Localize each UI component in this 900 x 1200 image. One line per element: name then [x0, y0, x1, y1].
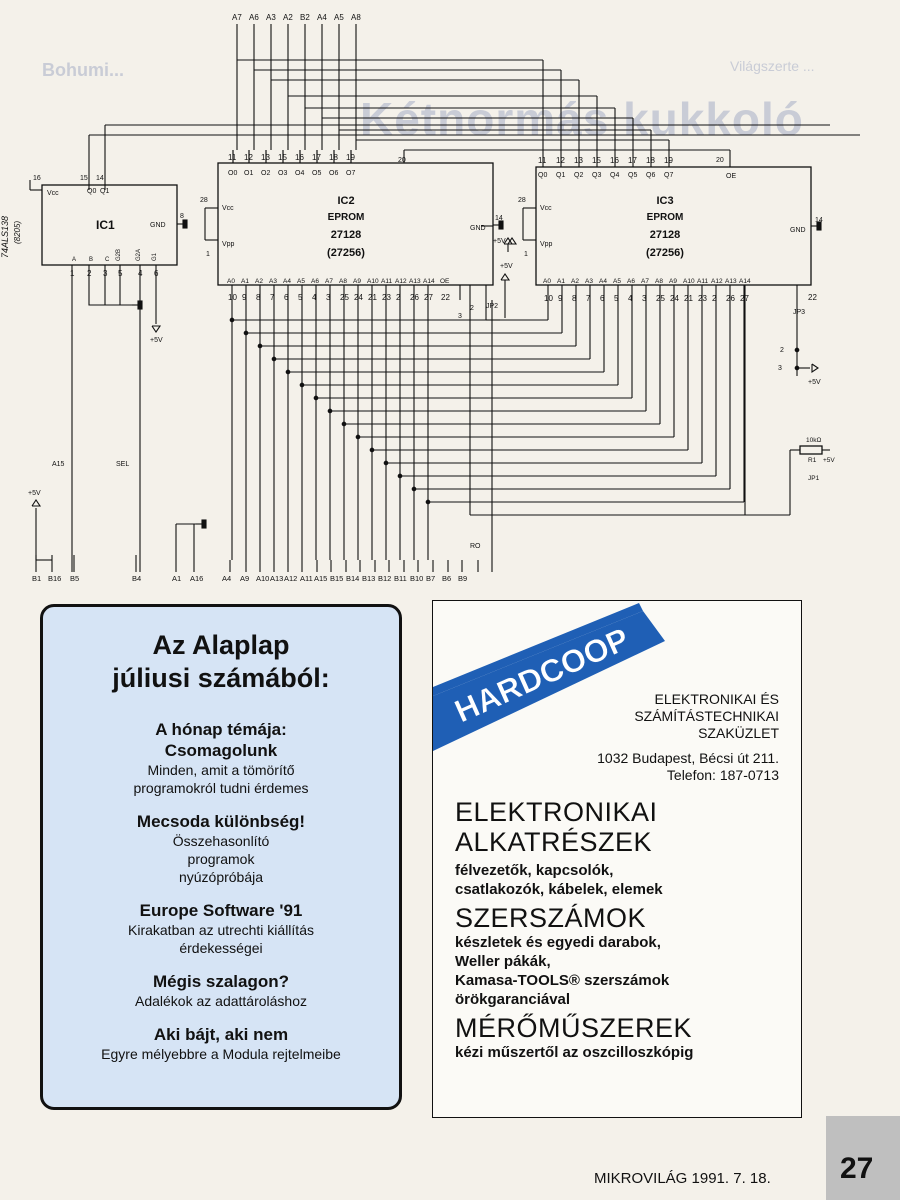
- pin-label: A3: [585, 278, 593, 285]
- pin-number: 23: [698, 294, 707, 303]
- pin-label: A13: [725, 278, 737, 285]
- pin-label: A13: [409, 278, 421, 285]
- pin-label: A1: [241, 278, 249, 285]
- pin-label: A9: [353, 278, 361, 285]
- box-item: [43, 1024, 399, 1063]
- connector-pin-label: A16: [190, 574, 204, 583]
- junction-dot: [398, 474, 402, 478]
- pin-label: GND: [150, 222, 166, 229]
- ad-categories: [455, 797, 693, 1066]
- supply-label: +5V: [150, 337, 163, 344]
- pin-number: 14: [96, 175, 104, 182]
- junction-dot: [384, 461, 388, 465]
- pin-number: 24: [670, 294, 679, 303]
- connector-pin-label: A13: [270, 574, 284, 583]
- pin-label: A5: [613, 278, 621, 285]
- jumper-label: JP3: [793, 309, 806, 316]
- pin-label: O5: [312, 170, 322, 177]
- pin-number: 7: [586, 294, 591, 303]
- category-heading: SZERSZÁMOK: [455, 903, 647, 933]
- pin-label: Q6: [646, 172, 656, 179]
- pin-label: A: [72, 257, 77, 263]
- ic3-part-alt: (27256): [646, 247, 684, 259]
- pin-number: 4: [312, 293, 317, 302]
- pin-label: Q0: [538, 172, 548, 179]
- wire: [89, 265, 138, 305]
- pin-label: OE: [440, 278, 450, 285]
- supply-arrow: [152, 326, 160, 332]
- pin-label: A8: [339, 278, 347, 285]
- pin-label: A10: [683, 278, 695, 285]
- ic2-type: EPROM: [327, 212, 365, 223]
- item-description: Minden, amit a tömörítő programokról tudni érdemes: [133, 762, 309, 796]
- connector-pin-label: B4: [132, 574, 142, 583]
- pin-number: 4: [628, 294, 633, 303]
- pin-number: 16: [33, 175, 41, 182]
- pin-number: 17: [312, 153, 321, 162]
- pin-label: Q2: [574, 172, 584, 179]
- jumper-label: JP1: [808, 475, 820, 482]
- bus-label: A4: [317, 13, 327, 22]
- pin-label: A14: [423, 278, 435, 285]
- pin-number: 7: [270, 293, 275, 302]
- ghost-title-text: Kétnormás kukkoló: [360, 93, 804, 145]
- item-description: Kirakatban az utrechti kiállítás érdekességei: [128, 922, 314, 956]
- pin-number: 2: [712, 294, 717, 303]
- item-heading: Aki bájt, aki nem: [153, 1025, 289, 1044]
- pin-number: 15: [592, 156, 601, 165]
- bus-label: A6: [249, 13, 259, 22]
- shop-line: SZÁMÍTÁSTECHNIKAI: [634, 708, 779, 724]
- connector-pin-label: A11: [300, 574, 313, 583]
- pin-number: 11: [228, 153, 237, 162]
- pin-number: 16: [295, 153, 304, 162]
- junction-dot: [272, 357, 276, 361]
- pin-number: 18: [329, 153, 338, 162]
- ic1-name: IC1: [96, 218, 115, 232]
- supply-label: +5V: [500, 263, 513, 270]
- pin-number: 3: [642, 294, 647, 303]
- pin-number: 6: [284, 293, 289, 302]
- connector-pin-label: B15: [330, 574, 344, 583]
- pin-number: 3: [326, 293, 331, 302]
- pin-number: 11: [538, 156, 547, 165]
- page-number: 27: [840, 1152, 874, 1185]
- pin-label: Q5: [628, 172, 638, 179]
- pin-label: Vcc: [222, 205, 234, 212]
- jumper-label: JP2: [486, 303, 499, 310]
- bus-label: A2: [283, 13, 293, 22]
- connector-pin-label: B16: [48, 574, 62, 583]
- pin-label: G1: [152, 252, 158, 261]
- pin-number: 3: [103, 269, 108, 278]
- pin-number: 17: [628, 156, 637, 165]
- pin-number: 28: [518, 197, 526, 204]
- pin-number: 20: [716, 157, 724, 164]
- junction-dot: [258, 344, 262, 348]
- junction-dot: [244, 331, 248, 335]
- brand-logo-text: HARDCOOP: [449, 620, 635, 730]
- pin-number: 9: [558, 294, 563, 303]
- connector-pin-label: A1: [172, 574, 182, 583]
- pin-label: GND: [790, 227, 806, 234]
- bus-label: A5: [334, 13, 344, 22]
- box-title-line1: Az Alaplap: [152, 630, 290, 660]
- pin-label: O4: [295, 170, 305, 177]
- pin-number: 27: [424, 293, 433, 302]
- pin-number: 9: [242, 293, 247, 302]
- pin-number: 20: [398, 157, 406, 164]
- ic3-name: IC3: [656, 195, 674, 207]
- pin-number: 19: [346, 153, 355, 162]
- box-title: [43, 629, 399, 695]
- category-heading: MÉRŐMŰSZEREK: [455, 1013, 693, 1043]
- ic3-type: EPROM: [646, 212, 684, 223]
- pin-label: OE: [726, 173, 737, 180]
- pin-number: 1: [70, 269, 75, 278]
- bus-label: B2: [300, 13, 310, 22]
- pin-number: 28: [200, 197, 208, 204]
- pin-label: B: [89, 257, 94, 263]
- pin-label: G2B: [116, 248, 122, 261]
- pin-number: 12: [556, 156, 565, 165]
- jumper-pin: 2: [470, 305, 474, 312]
- junction-dot: [230, 318, 234, 322]
- pin-label: A11: [697, 278, 709, 285]
- pin-number: 24: [354, 293, 363, 302]
- junction-dot: [370, 448, 374, 452]
- pin-number: 27: [740, 294, 749, 303]
- ic1-part: 74ALS138: [0, 215, 10, 258]
- pin-label: Vpp: [222, 241, 235, 248]
- pin-number: 21: [368, 293, 377, 302]
- pin-label: A4: [283, 278, 291, 285]
- connector-pin-label: A12: [284, 574, 298, 583]
- pin-label: A12: [395, 278, 407, 285]
- junction-dot: [328, 409, 332, 413]
- ic2-chip: [218, 163, 493, 285]
- bus-label: A3: [266, 13, 276, 22]
- pin-label: A3: [269, 278, 277, 285]
- connector-pin-label: B9: [458, 574, 468, 583]
- box-title-line2: júliusi számából:: [112, 663, 330, 693]
- pin-number: 18: [646, 156, 655, 165]
- pin-number: 6: [154, 269, 159, 278]
- connector-pin-label: B10: [410, 574, 424, 583]
- pin-label: Q0: [87, 188, 97, 195]
- box-item: [43, 719, 399, 797]
- junction-dot: [426, 500, 430, 504]
- pin-label: A0: [543, 278, 551, 285]
- connector-pin-label: A4: [222, 574, 232, 583]
- item-heading: A hónap témája:: [155, 720, 287, 739]
- pin-label: Q7: [664, 172, 674, 179]
- signal-label: SEL: [116, 461, 130, 468]
- pin-number: 26: [410, 293, 419, 302]
- shop-phone: Telefon: 187-0713: [666, 767, 779, 783]
- junction-dot: [286, 370, 290, 374]
- pin-number: 26: [726, 294, 735, 303]
- pin-number: 5: [614, 294, 619, 303]
- pin-number: 12: [244, 153, 253, 162]
- pin-label: A8: [655, 278, 663, 285]
- connector-pin-label: B7: [426, 574, 436, 583]
- category-desc: Kamasa-TOOLS® szerszámok: [455, 972, 670, 989]
- signal-label: RO: [470, 543, 481, 550]
- box-item: [43, 900, 399, 957]
- resistor-r1: [800, 446, 822, 454]
- category-heading: ALKATRÉSZEK: [455, 827, 653, 857]
- signal-label: A15: [52, 461, 65, 468]
- supply-label: +5V: [808, 379, 821, 386]
- jumper-pin: 3: [458, 313, 462, 320]
- category-heading: ELEKTRONIKAI: [455, 797, 658, 827]
- pin-label: O1: [244, 170, 254, 177]
- ground-symbol: [499, 221, 503, 229]
- pin-label: A2: [255, 278, 263, 285]
- pin-label: Q1: [556, 172, 566, 179]
- pin-number: 8: [180, 213, 184, 220]
- item-description: Összehasonlító programok nyúzópróbája: [172, 833, 270, 885]
- connector-pin-label: B13: [362, 574, 376, 583]
- pin-label: Vpp: [540, 241, 553, 248]
- pin-label: Q3: [592, 172, 602, 179]
- pin-label: A4: [599, 278, 607, 285]
- pin-label: A7: [325, 278, 333, 285]
- connector-pin-label: B5: [70, 574, 80, 583]
- pin-number: 4: [138, 269, 143, 278]
- pin-label: A1: [557, 278, 565, 285]
- supply-label: +5V: [493, 238, 506, 245]
- pin-label: A11: [381, 278, 393, 285]
- category-desc: készletek és egyedi darabok,: [455, 934, 661, 951]
- pin-number: 5: [118, 269, 123, 278]
- pin-label: GND: [470, 225, 486, 232]
- item-heading-2: Csomagolunk: [164, 741, 278, 760]
- bus-label: A8: [351, 13, 361, 22]
- pin-number: 13: [574, 156, 583, 165]
- supply-label: +5V: [28, 490, 41, 497]
- box-item: [43, 971, 399, 1010]
- pin-label: O3: [278, 170, 288, 177]
- supply-arrow: [32, 500, 40, 506]
- junction-dot: [300, 383, 304, 387]
- bus-label: A7: [232, 13, 242, 22]
- pin-number: 1: [206, 251, 210, 258]
- pin-label: A14: [739, 278, 751, 285]
- ic2-part: 27128: [330, 229, 362, 241]
- connector-pin-label: B6: [442, 574, 452, 583]
- pin-label: O6: [329, 170, 339, 177]
- supply-arrow: [812, 364, 818, 372]
- category-desc: csatlakozók, kábelek, elemek: [455, 881, 663, 898]
- category-desc: félvezetők, kapcsolók,: [455, 862, 614, 879]
- pin-label: O2: [261, 170, 271, 177]
- category-desc: kézi műszertől az oszcilloszkópig: [455, 1044, 694, 1061]
- ic2-name: IC2: [337, 195, 355, 207]
- pin-label: A5: [297, 278, 305, 285]
- junction-dot: [795, 348, 799, 352]
- pin-number: 21: [684, 294, 693, 303]
- pin-label: G2A: [136, 248, 142, 261]
- pin-label: A9: [669, 278, 677, 285]
- category-desc: Weller pákák,: [455, 953, 551, 970]
- pin-number: 5: [298, 293, 303, 302]
- supply-label: +5V: [823, 457, 835, 464]
- hardcoop-advert: [432, 600, 802, 1118]
- category-desc: örökgaranciával: [455, 991, 571, 1008]
- magazine-footer: MIKROVILÁG 1991. 7. 18.: [594, 1170, 771, 1187]
- shop-line: SZAKÜZLET: [698, 725, 779, 741]
- pin-number: 25: [656, 294, 665, 303]
- pin-number: 10: [544, 294, 553, 303]
- pin-label: A10: [367, 278, 379, 285]
- pin-label: A2: [571, 278, 579, 285]
- alaplap-contents-box: [40, 604, 402, 1110]
- ghost-left-text: Bohumi...: [42, 60, 124, 80]
- ic2-part-alt: (27256): [327, 247, 365, 259]
- shop-line: ELEKTRONIKAI ÉS: [654, 691, 779, 707]
- pin-number: 25: [340, 293, 349, 302]
- pin-number: 13: [261, 153, 270, 162]
- connector-pin-label: A9: [240, 574, 250, 583]
- item-description: Egyre mélyebbre a Modula rejtelmeibe: [101, 1046, 341, 1062]
- pin-number: 16: [610, 156, 619, 165]
- connector-pin-label: B11: [394, 574, 407, 583]
- item-heading: Europe Software '91: [139, 901, 303, 920]
- pin-number: 19: [664, 156, 673, 165]
- jumper-pin: 2: [780, 347, 784, 354]
- jumper-pin: 3: [778, 365, 782, 372]
- connector-pin-label: B1: [32, 574, 42, 583]
- pin-number: 8: [572, 294, 577, 303]
- connector-pin-label: B12: [378, 574, 392, 583]
- pin-number: 22: [441, 293, 450, 302]
- connector-pin-label: B14: [346, 574, 360, 583]
- junction-dot: [412, 487, 416, 491]
- pin-number: 22: [808, 293, 817, 302]
- pin-label: A6: [627, 278, 635, 285]
- pin-label: Q1: [100, 188, 110, 195]
- pin-number: 1: [524, 251, 528, 258]
- pin-label: Q4: [610, 172, 620, 179]
- pin-label: O7: [346, 170, 356, 177]
- pin-number: 15: [278, 153, 287, 162]
- pin-number: 6: [600, 294, 605, 303]
- pin-number: 14: [495, 215, 503, 222]
- item-heading: Mégis szalagon?: [152, 972, 290, 991]
- pin-number: 2: [396, 293, 401, 302]
- pin-number: 2: [87, 269, 92, 278]
- ic3-chip: [536, 167, 811, 285]
- ground-symbol: [183, 220, 187, 228]
- pin-number: 8: [256, 293, 261, 302]
- ground-symbol: [202, 520, 206, 528]
- pin-number: 15: [80, 175, 88, 182]
- shop-address: 1032 Budapest, Bécsi út 211.: [597, 750, 779, 766]
- junction-dot: [356, 435, 360, 439]
- item-heading: Mecsoda különbség!: [136, 812, 306, 831]
- item-description: Adalékok az adattároláshoz: [135, 993, 307, 1009]
- supply-arrow: [501, 274, 509, 280]
- pin-label: A12: [711, 278, 723, 285]
- pin-label: O0: [228, 170, 238, 177]
- box-item: [43, 811, 399, 886]
- connector-pin-label: A15: [314, 574, 328, 583]
- connector-pin-label: A10: [256, 574, 270, 583]
- pin-label: Vcc: [540, 205, 552, 212]
- resistor-label: R1: [808, 457, 817, 464]
- junction-dot: [314, 396, 318, 400]
- pin-number: 14: [815, 217, 823, 224]
- pin-label: Vcc: [47, 190, 59, 197]
- resistor-value: 10kΩ: [806, 437, 822, 444]
- pin-number: 10: [228, 293, 237, 302]
- ic1-part-alt: (8205): [13, 220, 22, 244]
- pin-label: A0: [227, 278, 235, 285]
- junction-dot: [342, 422, 346, 426]
- pin-label: A7: [641, 278, 649, 285]
- pin-number: 23: [382, 293, 391, 302]
- shop-info: [597, 691, 779, 784]
- pin-label: A6: [311, 278, 319, 285]
- pin-label: C: [105, 257, 110, 263]
- ic3-part: 27128: [649, 229, 681, 241]
- ghost-kicker-text: Világszerte ...: [730, 58, 815, 74]
